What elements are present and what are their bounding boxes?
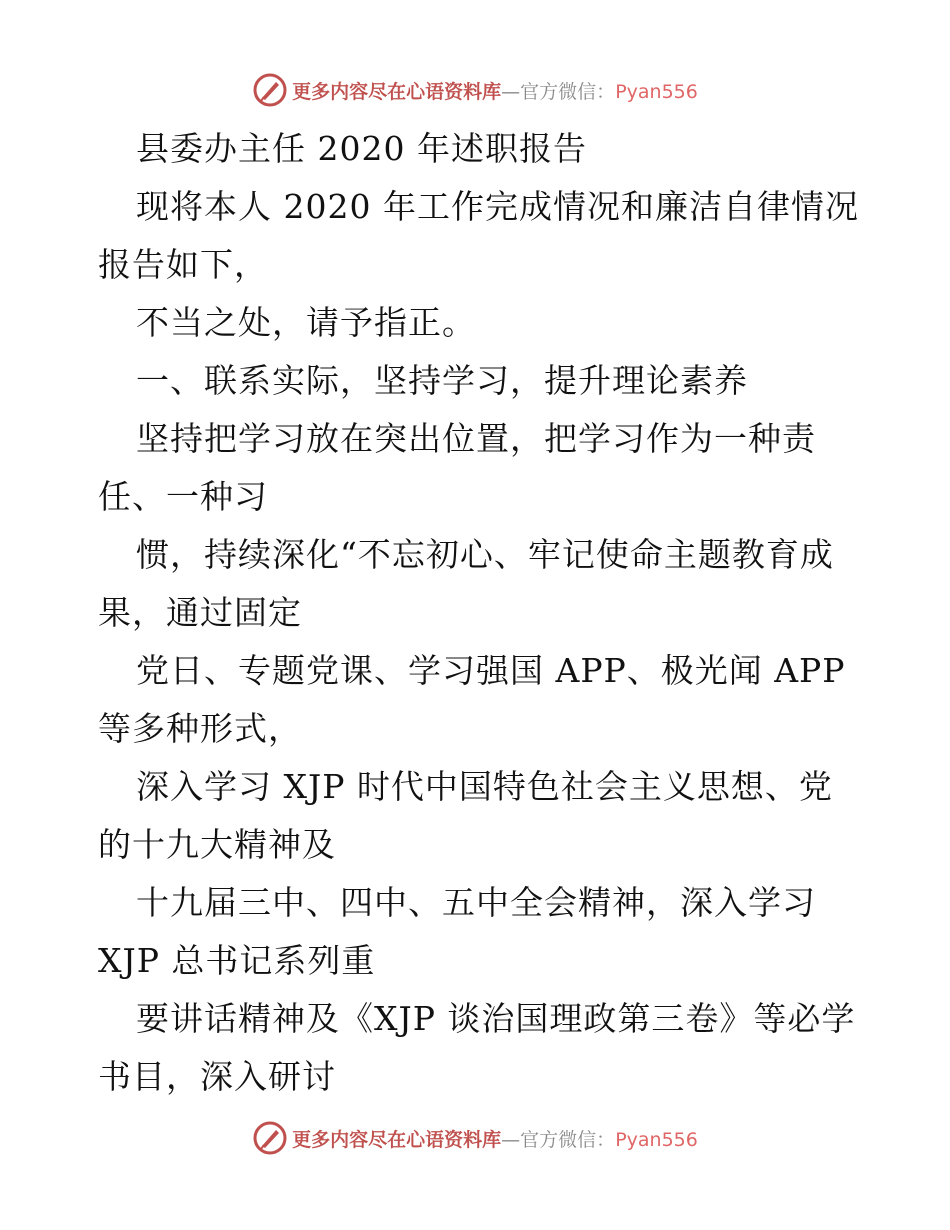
paragraph-line: 惯，持续深化“不忘初心、牢记使命主题教育成 <box>136 535 834 574</box>
section-heading: 一、联系实际，坚持学习，提升理论素养 <box>136 361 748 400</box>
header-watermark <box>0 70 950 110</box>
paragraph-line: 坚持把学习放在突出位置，把学习作为一种责 <box>136 419 816 458</box>
paragraph-line: 要讲话精神及《XJP 谈治国理政第三卷》等必学 <box>136 999 856 1038</box>
paragraph-line: 等多种形式， <box>98 709 302 748</box>
paragraph-line: 不当之处，请予指正。 <box>136 303 476 342</box>
quill-logo-icon <box>252 72 288 108</box>
watermark-text: 更多内容尽在心语资料库—官方微信：Pyan556 <box>292 1128 698 1151</box>
paragraph-line: XJP 总书记系列重 <box>98 941 376 980</box>
paragraph-line: 的十九大精神及 <box>98 825 336 864</box>
paragraph-line: 报告如下， <box>98 245 268 284</box>
quill-logo-icon <box>252 1120 288 1156</box>
paragraph-line: 书目，深入研讨 <box>98 1057 336 1096</box>
document-body <box>98 120 858 1106</box>
document-title: 县委办主任 2020 年述职报告 <box>136 129 587 168</box>
paragraph-line: 现将本人 2020 年工作完成情况和廉洁自律情况 <box>136 187 859 226</box>
footer-watermark <box>0 1118 950 1158</box>
paragraph-line: 深入学习 XJP 时代中国特色社会主义思想、党 <box>136 767 833 806</box>
paragraph-line: 任、一种习 <box>98 477 268 516</box>
paragraph-line: 十九届三中、四中、五中全会精神，深入学习 <box>136 883 816 922</box>
paragraph-line: 党日、专题党课、学习强国 APP、极光闻 APP <box>136 651 846 690</box>
paragraph-line: 果，通过固定 <box>98 593 302 632</box>
watermark-text: 更多内容尽在心语资料库—官方微信：Pyan556 <box>292 80 698 103</box>
